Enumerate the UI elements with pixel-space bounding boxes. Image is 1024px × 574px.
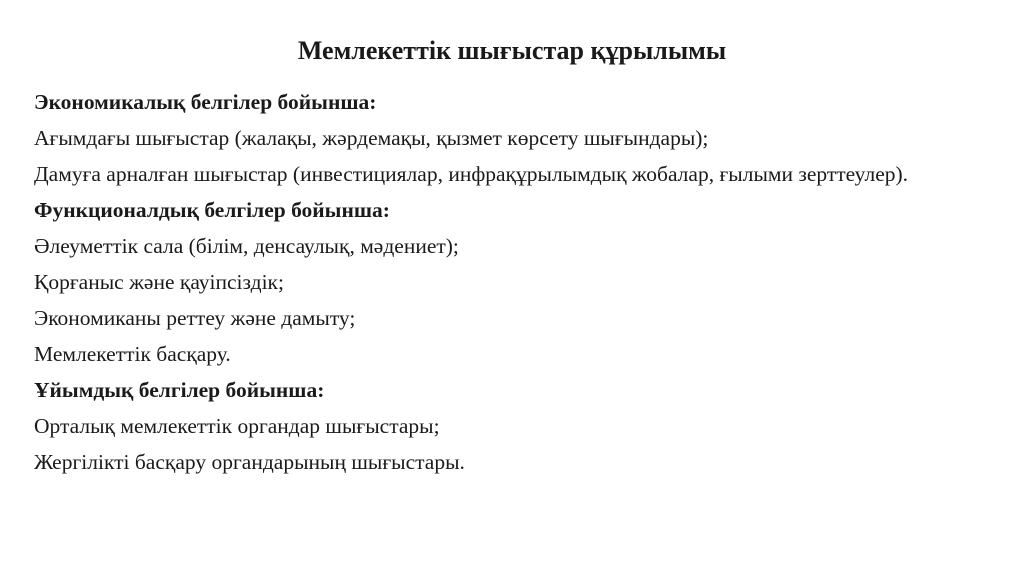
list-item: Экономиканы реттеу және дамыту;	[34, 306, 356, 330]
slide-title: Мемлекеттік шығыстар құрылымы	[297, 36, 727, 65]
section-heading-functional: Функционалдық белгілер бойынша:	[34, 198, 390, 222]
list-item: Дамуға арналған шығыстар (инвестициялар, инфрақұрылымдық жобалар, ғылыми зерттеулер).	[34, 162, 909, 186]
list-item: Әлеуметтік сала (білім, денсаулық, мәдениет);	[34, 234, 459, 258]
list-item: Қорғаныс және қауіпсіздік;	[34, 270, 284, 294]
slide-content	[34, 90, 972, 486]
list-item: Жергілікті басқару органдарының шығыстары.	[34, 450, 465, 474]
list-item: Мемлекеттік басқару.	[34, 342, 231, 366]
list-item: Ағымдағы шығыстар (жалақы, жәрдемақы, қызмет көрсету шығындары);	[34, 126, 709, 150]
section-heading-organizational: Ұйымдық белгілер бойынша:	[34, 378, 325, 402]
list-item: Орталық мемлекеттік органдар шығыстары;	[34, 414, 440, 438]
section-heading-economic: Экономикалық белгілер бойынша:	[34, 90, 377, 114]
